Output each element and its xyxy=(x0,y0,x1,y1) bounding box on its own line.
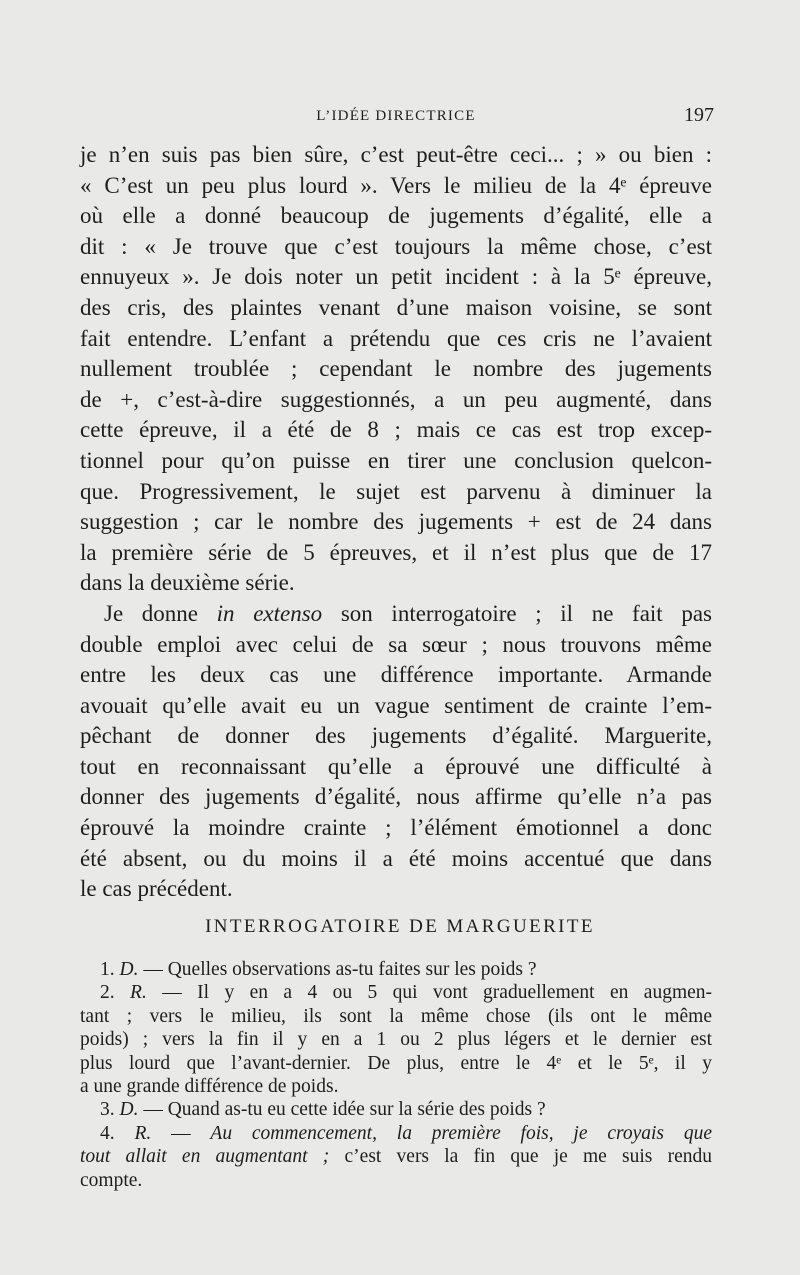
answer-text: — xyxy=(151,1122,211,1144)
italic-fragment: tout allait en augmentant ; xyxy=(80,1146,330,1168)
text-line: tout en reconnaissant qu’elle a éprouvé une difficulté à xyxy=(80,753,712,779)
question-text: — Quelles observations as-tu faites sur les poids ? xyxy=(138,959,537,980)
running-title: L’IDÉE DIRECTRICE xyxy=(316,108,476,124)
interrogation-text xyxy=(80,958,712,1192)
speaker-label: D. xyxy=(119,959,139,980)
text-line: le cas précédent. xyxy=(80,876,233,902)
section-title: INTERROGATOIRE DE MARGUERITE xyxy=(205,916,595,937)
text-line: que. Progressivement, le sujet est parvenu à diminuer la xyxy=(80,478,712,504)
text-line: « C’est un peu plus lourd ». Vers le milieu de la 4ᵉ épreuve xyxy=(80,172,712,198)
text-line: tionnel pour qu’on puisse en tirer une conclusion quelcon- xyxy=(80,447,712,473)
question-line xyxy=(80,958,712,981)
text-line: la première série de 5 épreuves, et il n’est plus que de 17 xyxy=(80,539,712,565)
answer-line: a une grande différence de poids. xyxy=(80,1075,339,1097)
text-line: où elle a donné beaucoup de jugements d’égalité, elle a xyxy=(80,203,712,229)
text-line: dit : « Je trouve que c’est toujours la même chose, c’est xyxy=(80,233,712,259)
text-line: suggestion ; car le nombre des jugements + est de 24 dans xyxy=(80,509,712,535)
text-line: cette épreuve, il a été de 8 ; mais ce cas est trop excep- xyxy=(80,417,712,443)
page-number: 197 xyxy=(684,104,714,126)
speaker-label: D. xyxy=(119,1099,139,1121)
page-header xyxy=(78,104,714,138)
text-line: double emploi avec celui de sa sœur ; nous trouvons même xyxy=(80,631,712,657)
italic-fragment: Au commencement, la première fois, je croyais que xyxy=(210,1122,712,1144)
text-line: entre les deux cas une différence importante. Armande xyxy=(80,662,712,688)
question-text: — Quand as-tu eu cette idée sur la série des poids ? xyxy=(138,1099,546,1121)
italic-fragment: in extenso xyxy=(216,600,323,626)
item-number: 3. xyxy=(100,1099,120,1121)
text-line: été absent, ou du moins il a été moins accentué que dans xyxy=(80,845,712,871)
text-line: fait entendre. L’enfant a prétendu que ces cris ne l’avaient xyxy=(80,325,712,351)
text-line: avouait qu’elle avait eu un vague sentiment de crainte l’em- xyxy=(80,692,712,718)
answer-line: compte. xyxy=(80,1169,143,1191)
speaker-label: R. xyxy=(130,982,147,1004)
text-line: de +, c’est-à-dire suggestionnés, a un peu augmenté, dans xyxy=(80,386,712,412)
text-line: donner des jugements d’égalité, nous affirme qu’elle n’a pas xyxy=(80,784,712,810)
text-line: dans la deuxième série. xyxy=(80,570,295,596)
item-number: 4. xyxy=(100,1122,135,1144)
answer-text: c’est vers la fin que je me suis rendu xyxy=(329,1146,712,1168)
answer-line xyxy=(80,981,712,1004)
text-line: je n’en suis pas bien sûre, c’est peut-être ceci... ; » ou bien : xyxy=(80,142,712,167)
text-line: ennuyeux ». Je dois noter un petit incident : à la 5ᵉ épreuve, xyxy=(80,264,712,290)
answer-line: plus lourd que l’avant-dernier. De plus, entre le 4ᵉ et le 5ᵉ, il y xyxy=(80,1052,712,1074)
text-line: des cris, des plaintes venant d’une maison voisine, se sont xyxy=(80,294,712,320)
text-fragment: son interrogatoire ; il ne fait pas xyxy=(322,600,713,626)
text-line: nullement troublée ; cependant le nombre des jugements xyxy=(80,356,712,382)
item-number: 2. xyxy=(100,982,131,1004)
main-text xyxy=(80,140,712,905)
answer-line: poids) ; vers la fin il y en a 1 ou 2 plus légers et le dernier est xyxy=(80,1029,712,1051)
text-fragment: Je donne xyxy=(104,600,217,626)
answer-line xyxy=(80,1122,712,1145)
answer-line xyxy=(80,1145,712,1168)
answer-line: tant ; vers le milieu, ils sont la même chose (ils ont le même xyxy=(80,1005,712,1027)
answer-text: — Il y en a 4 ou 5 qui vont graduellement en augmen- xyxy=(146,982,713,1004)
question-line xyxy=(80,1098,712,1121)
text-line xyxy=(80,599,712,630)
item-number: 1. xyxy=(100,959,120,980)
speaker-label: R. xyxy=(134,1122,152,1144)
text-line: pêchant de donner des jugements d’égalité. Marguerite, xyxy=(80,723,712,749)
text-line: éprouvé la moindre crainte ; l’élément émotionnel a donc xyxy=(80,815,712,841)
